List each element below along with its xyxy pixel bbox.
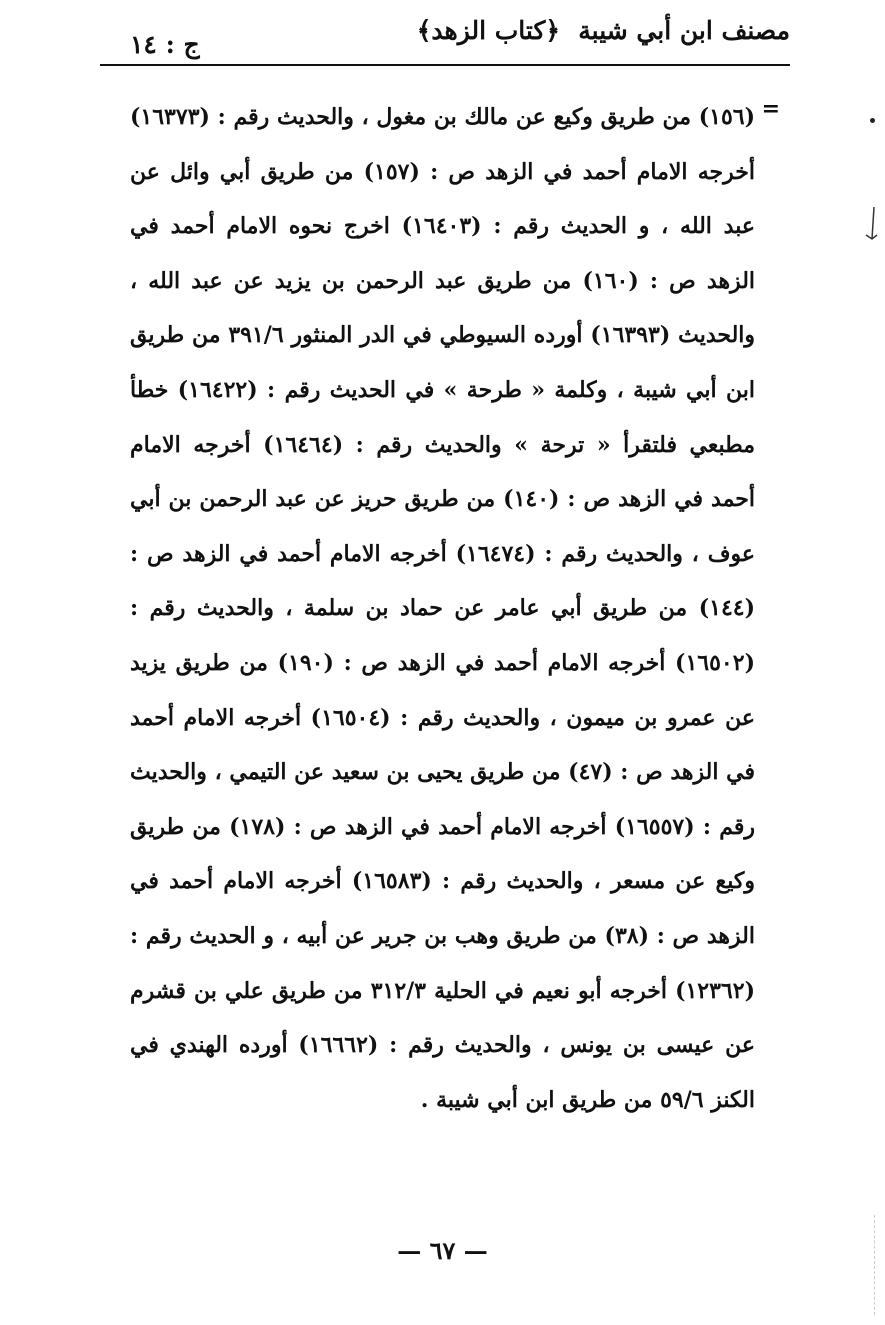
footnote-text: (١٥٦) من طريق وكيع عن مالك بن مغول ، والحديث رقم : (١٦٣٧٣) أخرجه الامام أحمد في الزهد ص : (١٥٧) من طريق أبي وائل عن عبد الله ، و الحديث رقم : (١٦٤٠٣) اخرج نحوه الامام أحمد في الزهد ص : (١٦٠) من طريق عبد الرحمن بن يزيد عن عبد الله ، والحديث (١٦٣٩٣) أورده السيوطي في الدر المنثور ٣٩١/٦ من طريق ابن أبي شيبة ، وكلمة « طرحة » في الحديث رقم : (١٦٤٢٢) خطأ مطبعي فلتقرأ « ترحة » والحديث رقم : (١٦٤٦٤) أخرجه الامام أحمد في الزهد ص : (١٤٠) من طريق حريز عن عبد الرحمن بن أبي عوف ، والحديث رقم : (١٦٤٧٤) أخرجه الامام أحمد في الزهد ص : (١٤٤) من طريق أبي عامر عن حماد بن سلمة ، والحديث رقم : (١٦٥٠٢) أخرجه الامام أحمد في الزهد ص : (١٩٠) من طريق يزيد عن عمرو بن ميمون ، والحديث رقم : (١٦٥٠٤) أخرجه الامام أحمد في الزهد ص : (٤٧) من طريق يحيى بن سعيد عن التيمي ، والحديث رقم : (١٦٥٥٧) أخرجه الامام أحمد في الزهد ص : (١٧٨) من طريق وكيع عن مسعر ، والحديث رقم : (١٦٥٨٣) أخرجه الامام أحمد في الزهد ص : (٣٨) من طريق وهب بن جرير عن أبيه ، و الحديث رقم : (١٢٣٦٢) أخرجه أبو نعيم في الحلية ٣١٢/٣ من طريق علي بن قشرم عن عيسى بن يونس ، والحديث رقم : (١٦٦٦٢) أورده الهندي في الكنز ٥٩/٦ من طريق ابن أبي شيبة . (130, 104, 756, 1113)
chapter-title: ﴿كتاب الزهد﴾ (416, 16, 560, 45)
running-header (100, 10, 790, 64)
book-title: مصنف ابن أبي شيبة (578, 16, 790, 45)
page-number: — ٦٧ — (397, 1236, 488, 1265)
volume-number: ج : ١٤ (130, 30, 200, 59)
scan-artifact-line (874, 1215, 875, 1315)
scan-artifact-mark (860, 205, 880, 245)
scan-artifact-dot (870, 118, 875, 123)
header-rule (100, 64, 790, 66)
footnote-continuation-mark: = (761, 96, 780, 122)
